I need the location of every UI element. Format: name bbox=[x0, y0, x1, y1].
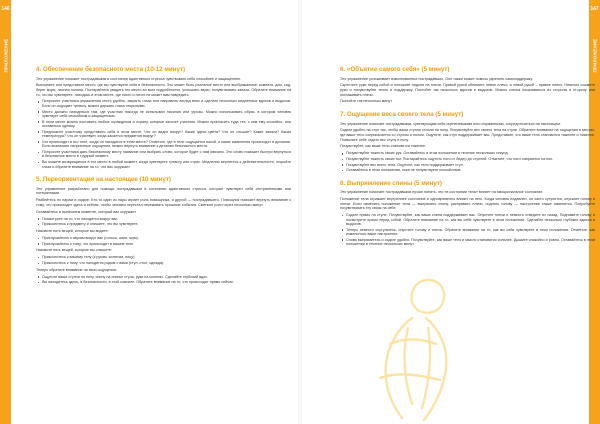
paragraph: Разбейтесь по парам и сядьте. Кто-то один из пары играет роль помощника, а другой — пострадавшего. Помощник поможет вернуть внимание к тому, что происходит здесь и сейчас, чтобы человек перестал переживать прошлые события. Смените роли через несколько минут. bbox=[36, 198, 291, 207]
list-item: Попросите участника дать безопасному месту название или выбрать слово, которое будет с ним связано. Это слово поможет быстро вернуться в безопасное место в трудный момент. bbox=[36, 150, 291, 159]
bullet-list bbox=[36, 275, 291, 285]
right-page bbox=[300, 0, 600, 424]
list-item: Попросите участника упражнения сесть удобно, закрыть глаза или направить взгляд вниз и сделать несколько медленных вдохов и выдохов. Если он ощущает тревогу, можно держать глаза открытыми. bbox=[36, 99, 291, 108]
bullet-list bbox=[36, 99, 291, 169]
bullet-list bbox=[340, 151, 595, 172]
bullet-list bbox=[340, 213, 595, 247]
list-item: Почувствуйте вес всего тела. Ощутите, как тело поддерживает стул. bbox=[340, 163, 595, 168]
list-item: Предложите участнику представить себя в этом месте. Что он видит вокруг? Какие здесь цвета? Что он слышит? Какие запахи? Какая температура? Что он чувствует, когда касается предметов вокруг? bbox=[36, 130, 291, 139]
section-body-weight bbox=[340, 111, 595, 173]
page-number: 146 bbox=[1, 6, 10, 12]
list-item: В этом месте можно поставить любые ограждения и охрану, которые захочет участник. Можно пригласить туда тех, с кем ему спокойно, или оставаться одному. bbox=[36, 120, 291, 129]
page-gutter bbox=[298, 0, 302, 424]
page-number: 147 bbox=[590, 6, 599, 12]
paragraph: Назовите пять вещей, которые вы слышите: bbox=[36, 248, 112, 253]
section-intro: Это упражнение разработано для помощи пострадавшим в состоянии адаптивного стресса, которые чувствуют себя отстранёнными или потерянными. bbox=[36, 186, 291, 196]
side-label-text: ПРИЛОЖЕНИЕ bbox=[592, 38, 597, 72]
section-intro: Это упражнение помогает пострадавшим лучше понять, что «в состоянии тела» влияет на эмоциональное состояние. bbox=[340, 190, 544, 195]
list-item: Что происходит в его теле, когда он находится в этом месте? Отметьте, где в теле ощущается покой, и какие изменения происходят в дыхании. Если возникают неприятные ощущения, можно вернуть внимание к деталям безопасного места. bbox=[36, 140, 291, 149]
list-item: Оставайтесь в этом положении, пока не почувствуете спокойствие. bbox=[340, 168, 595, 173]
list-item: Прикоснитесь к тому, что находится рядом с вами (стул, стол, одежда). bbox=[36, 261, 291, 266]
paragraph: Скрестите руки перед собой и положите ладони на плечи. Правой рукой обнимите левое плечо, а левой рукой – правое плечо. Немного сожмите руки и почувствуйте тепло и поддержку. Постойте так несколько вдохов и выдохов. Можно слегка покачиваться из стороны в сторону или поглаживать плечи. bbox=[340, 83, 595, 97]
section-self-hug bbox=[340, 66, 595, 104]
paragraph: Вспомните или представьте место, где вы чувствуете себя в безопасности. Это может быть реальное место или воображаемое: комната, дом, сад, берег моря, лесная поляна. Постарайтесь увидеть это место во всех подробностях, услышать звуки, почувствовать запахи. Обратите внимание на то, что вы чувствуете, находясь в этом месте, где никто и ничто не может вам навредить. bbox=[36, 83, 291, 97]
section-reorientation bbox=[36, 176, 291, 285]
list-item: Прислушайтесь к звукам вокруг вас (голоса, шаги, шум). bbox=[36, 236, 291, 241]
paragraph: Назовите пять вещей, которые вы видите: bbox=[36, 229, 109, 234]
list-item: Место должно находиться там, где участник никогда не испытывал насилия или угрозы. Можно использовать образ, в котором человек чувствует себя спокойным и защищенным. bbox=[36, 110, 291, 119]
paragraph: Почувствуйте, как ваше тело становится тяжелее. bbox=[340, 144, 427, 149]
list-item: Теперь немного ссутультесь, опустите голову и плечи. Обратите внимание на то, как вы себя чувствуете в этом положении. Отметьте, как изменилось ваше настроение. bbox=[340, 228, 595, 237]
paragraph: Постойте так несколько минут. bbox=[340, 99, 393, 104]
list-item: Почувствуйте тяжесть своих ног. Постарайтесь ощутить ноги от бедер до ступней. Отметьте, что ноги опираются на пол. bbox=[340, 157, 595, 162]
list-item: Посмотрите на то, что находится вокруг вас. bbox=[36, 217, 291, 222]
side-label bbox=[0, 20, 11, 90]
side-label-text: ПРИЛОЖЕНИЕ bbox=[3, 38, 8, 72]
list-item: Снова выпрямитесь и сядьте удобно. Почувствуйте, как ваше тело и мысли становятся сильнее. Дышите спокойно и ровно. Оставайтесь в этом положении в течение нескольких минут. bbox=[340, 238, 595, 247]
paragraph: Оставайтесь в нынешнем моменте, который вас окружает. bbox=[36, 209, 137, 214]
list-item: Вы можете возвращаться в это место в любой момент, когда чувствуете тревогу или страх. Медленно вернитесь к действительности, откройте глаза и обратите внимание на то, что вас окружает. bbox=[36, 160, 291, 169]
left-column bbox=[36, 66, 291, 292]
list-item: Сядьте прямо на стуле. Почувствуйте, как ваша спина поддерживает вас. Опустите плечи и немного отведите их назад. Поднимите голову и посмотрите прямо перед собой. Обратите внимание на то, как вы себя чувствуете в этом положении. Сделайте несколько глубоких вдохов и выдохов. bbox=[340, 213, 595, 227]
section-safe-place bbox=[36, 66, 291, 169]
section-intro: Это упражнение успокаивает взволнованных пострадавших. Оно также может помочь укрепить самоподдержку. bbox=[340, 76, 533, 81]
list-item: Прислушайтесь к тому, что происходит в вашем теле. bbox=[36, 242, 291, 247]
paragraph: Теперь обратите внимание на свои ощущения: bbox=[36, 267, 117, 272]
list-item: Ощутите ваши ступни на полу, спину на спинке стула, руки на коленях. Сделайте глубокий вдох. bbox=[36, 275, 291, 280]
paragraph: Положение тела отражает внутреннее состояние и одновременно влияет на него. Когда человек подавлен, он часто сутулится, опускает голову и плечи. Если изменить положение тела — выпрямить спину, расправить плечи, поднять голову — настроение также изменится. Попробуйте почувствовать эту связь на себе. bbox=[340, 197, 595, 211]
bullet-list bbox=[36, 217, 291, 227]
section-intro: Это упражнение помогает пострадавшим, чувствующим себя оцепеневшими или оторванными, сосредоточиться на настоящем. bbox=[340, 121, 561, 126]
list-item: Вы находитесь здесь, в безопасности, в этой комнате. Обратите внимание на то, что происходит прямо сейчас. bbox=[36, 280, 291, 285]
section-title: 7. Ощущение веса своего тела (5 минут) bbox=[340, 111, 464, 119]
paragraph: Сядьте удобно на стул так, чтобы ваши ступни стояли на полу. Почувствуйте вес своего тела на стуле. Обратите внимание на ощущения в местах, где ваше тело соприкасается со стулом и полом. Ощутите, как стул поддерживает вас. Представьте, что ваше тело становится тяжелее и тяжелее. Позвольте себе отдать вес стулу и полу. bbox=[340, 128, 595, 142]
list-item: Прикоснитесь к вашему телу (к рукам, коленям, лицу). bbox=[36, 255, 291, 260]
section-title: 5. Переориентация на настоящее (10 минут) bbox=[36, 176, 171, 184]
section-title: 6. «Объятие самого себя» (5 минут) bbox=[340, 66, 450, 73]
section-intro: Это упражнение поможет пострадавшим в состоянии адаптивного стресса чувствовать себя спокойнее и защищеннее. bbox=[36, 76, 242, 81]
section-title: 8. Выпрямление спины (5 минут) bbox=[340, 179, 442, 187]
list-item: Прикоснитесь к предмету и опишите, что вы чувствуете. bbox=[36, 222, 291, 227]
list-item: Почувствуйте тяжесть своих рук. Оставайтесь в этом положении в течение нескольких секунд. bbox=[340, 151, 595, 156]
section-title: 4. Обеспечение безопасного места (10-12 минут) bbox=[36, 66, 186, 73]
bullet-list bbox=[36, 255, 291, 265]
bullet-list bbox=[36, 236, 291, 246]
watermark-figure-illustration bbox=[350, 268, 470, 424]
right-column bbox=[340, 66, 595, 254]
section-straighten-back bbox=[340, 180, 595, 247]
